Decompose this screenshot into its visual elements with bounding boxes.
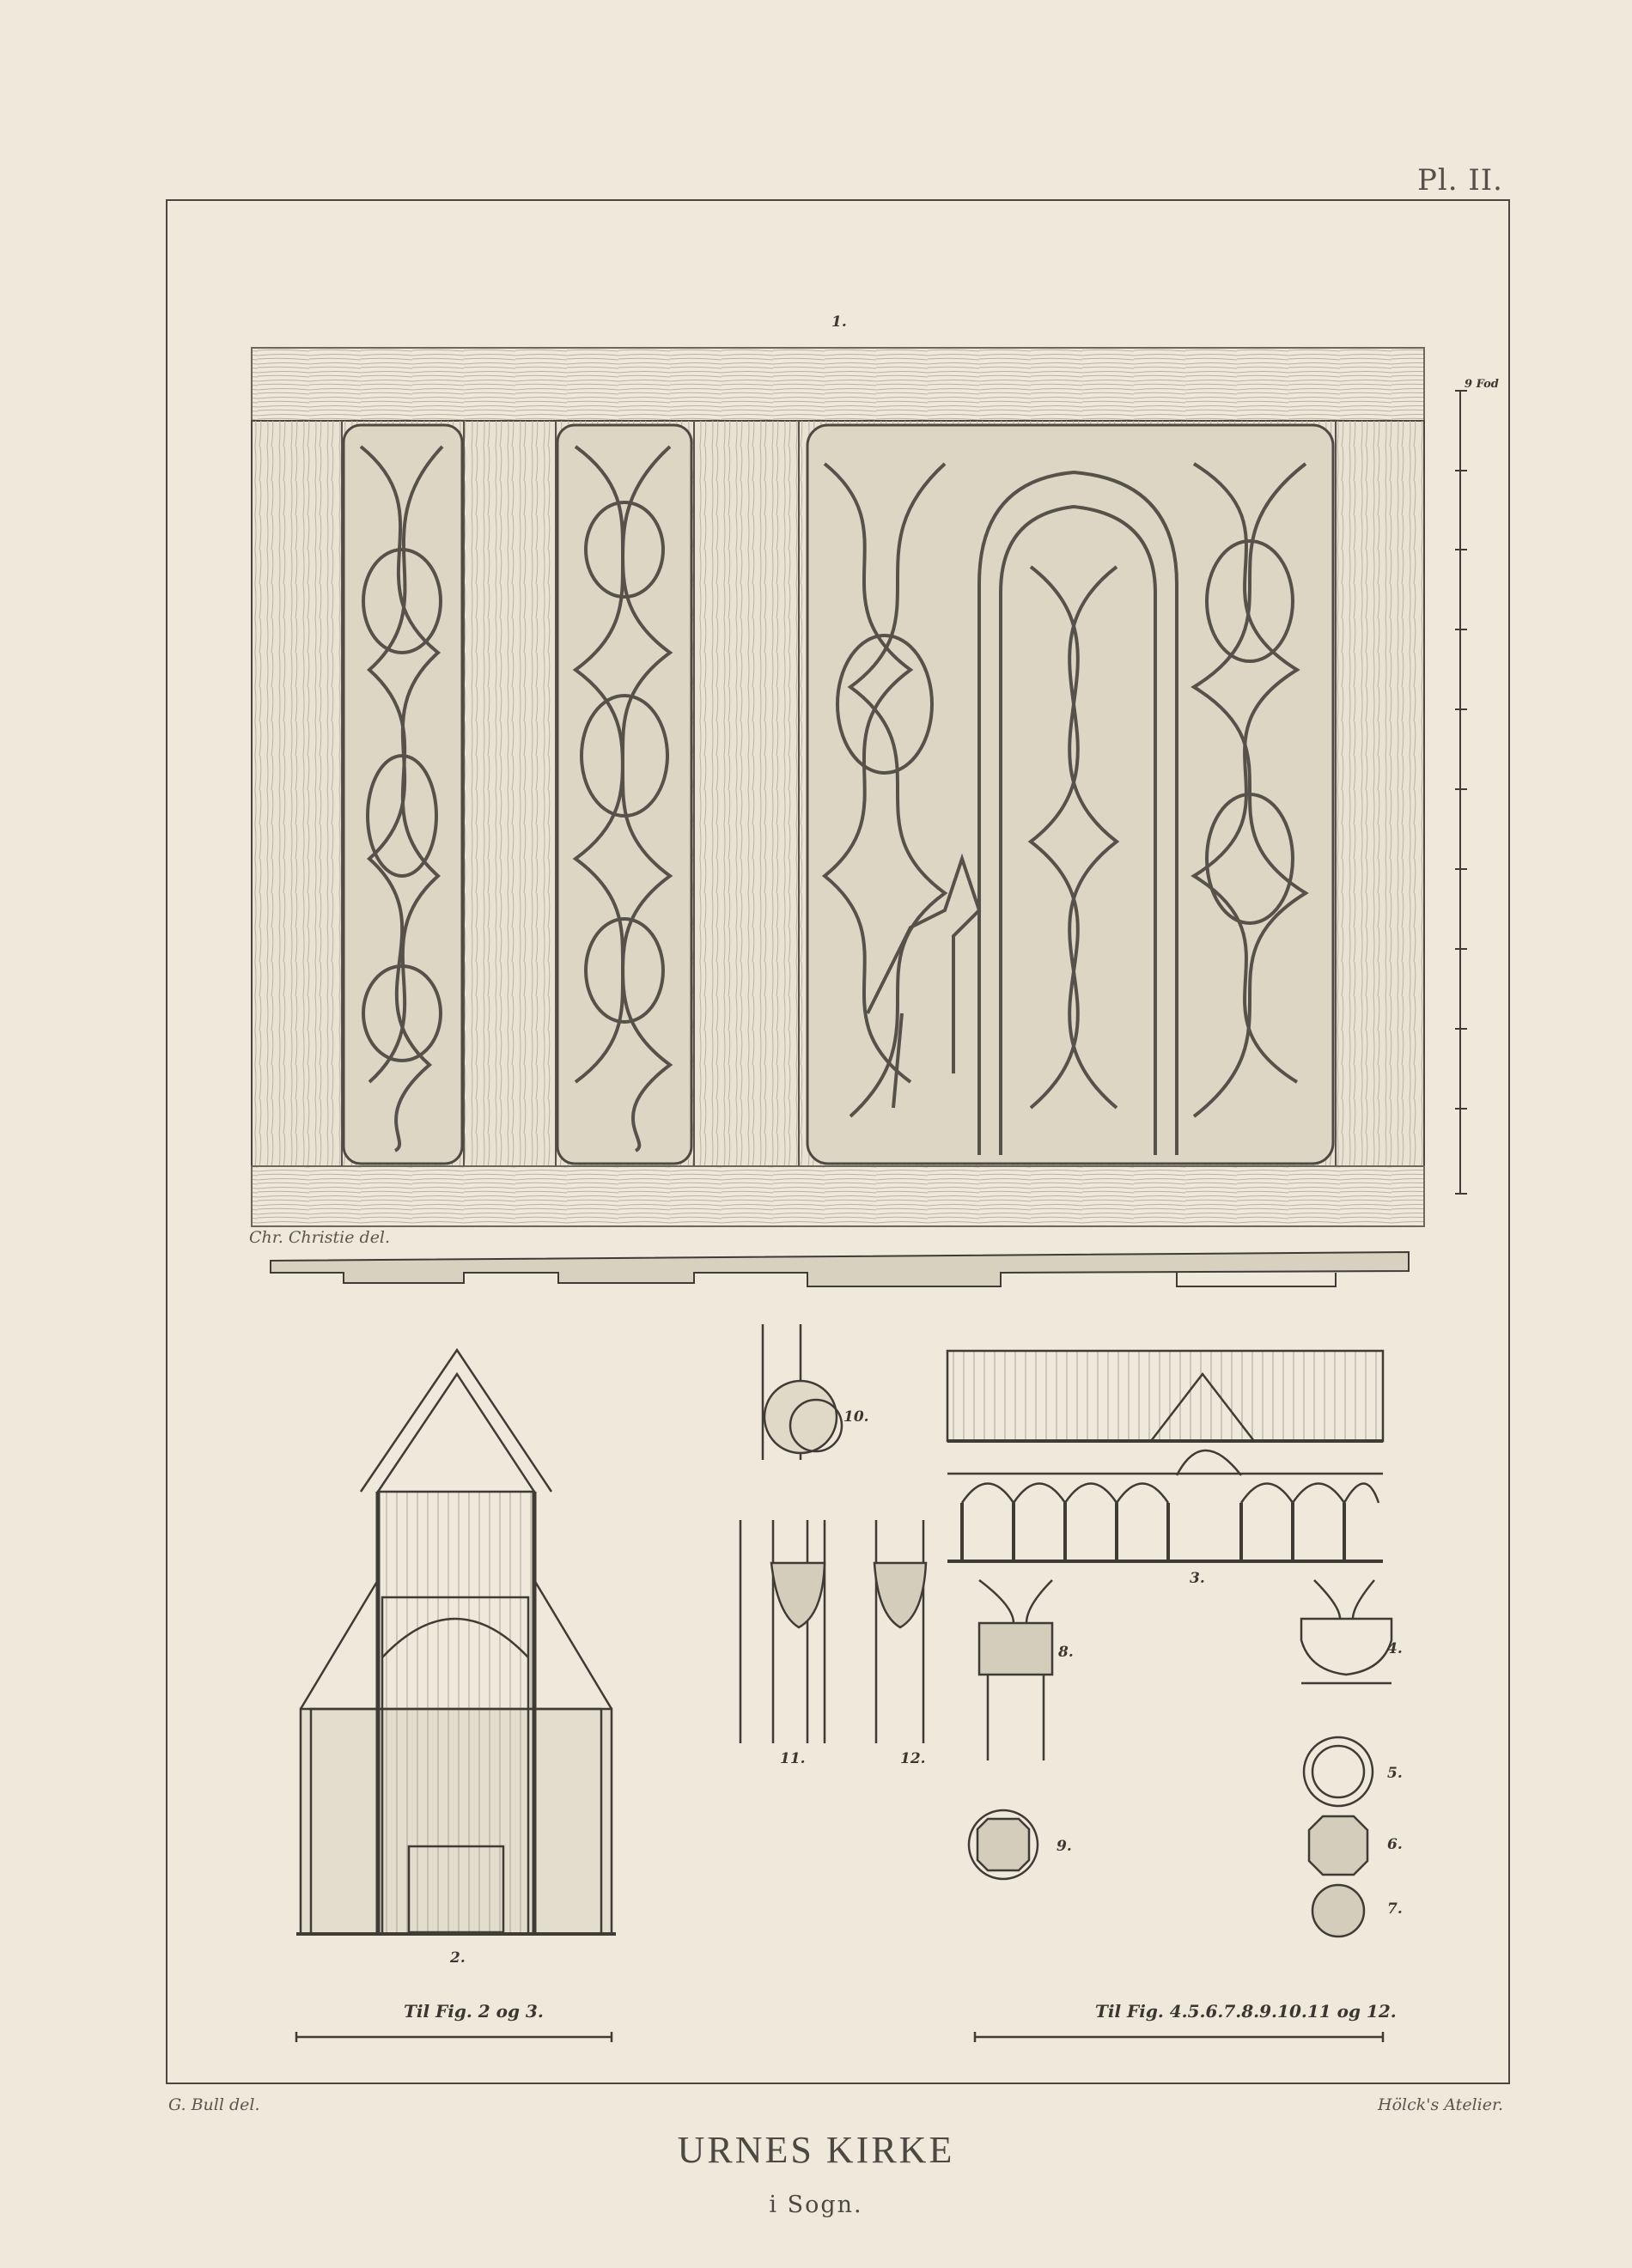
fig8-label: 8.: [1058, 1644, 1074, 1661]
left-credit: G. Bull del.: [168, 2095, 260, 2114]
fig5-label: 5.: [1387, 1765, 1403, 1782]
vertical-scale-label: 9 Fod: [1465, 378, 1499, 391]
fig2-cross-section: [296, 1350, 616, 1934]
scale-caption-right: Til Fig. 4.5.6.7.8.9.10.11 og 12.: [1095, 2001, 1397, 2022]
fig3-label: 3.: [1190, 1570, 1205, 1587]
fig4-label: 4.: [1387, 1640, 1403, 1657]
top-drawing-credit: Chr. Christie del.: [249, 1228, 391, 1247]
scale-bars: [296, 2032, 1383, 2042]
fig11-label: 11.: [780, 1750, 806, 1767]
fig1-label: 1.: [831, 313, 847, 331]
scale-caption-left: Til Fig. 2 og 3.: [404, 2001, 544, 2022]
fig1-carved-wall: [252, 348, 1467, 1286]
plate-title: URNES KIRKE: [677, 2129, 955, 2171]
fig6-label: 6.: [1387, 1836, 1403, 1853]
fig3-arcade-elevation: [947, 1351, 1383, 1561]
fig7-label: 7.: [1387, 1900, 1403, 1918]
right-credit: Hölck's Atelier.: [1378, 2095, 1503, 2114]
plate-subtitle: i Sogn.: [769, 2192, 863, 2218]
plate-number: Pl. II.: [1416, 163, 1503, 198]
fig2-label: 2.: [450, 1949, 466, 1967]
fig12-label: 12.: [900, 1750, 926, 1767]
fig9-label: 9.: [1057, 1838, 1072, 1855]
fig10-label: 10.: [843, 1408, 869, 1426]
